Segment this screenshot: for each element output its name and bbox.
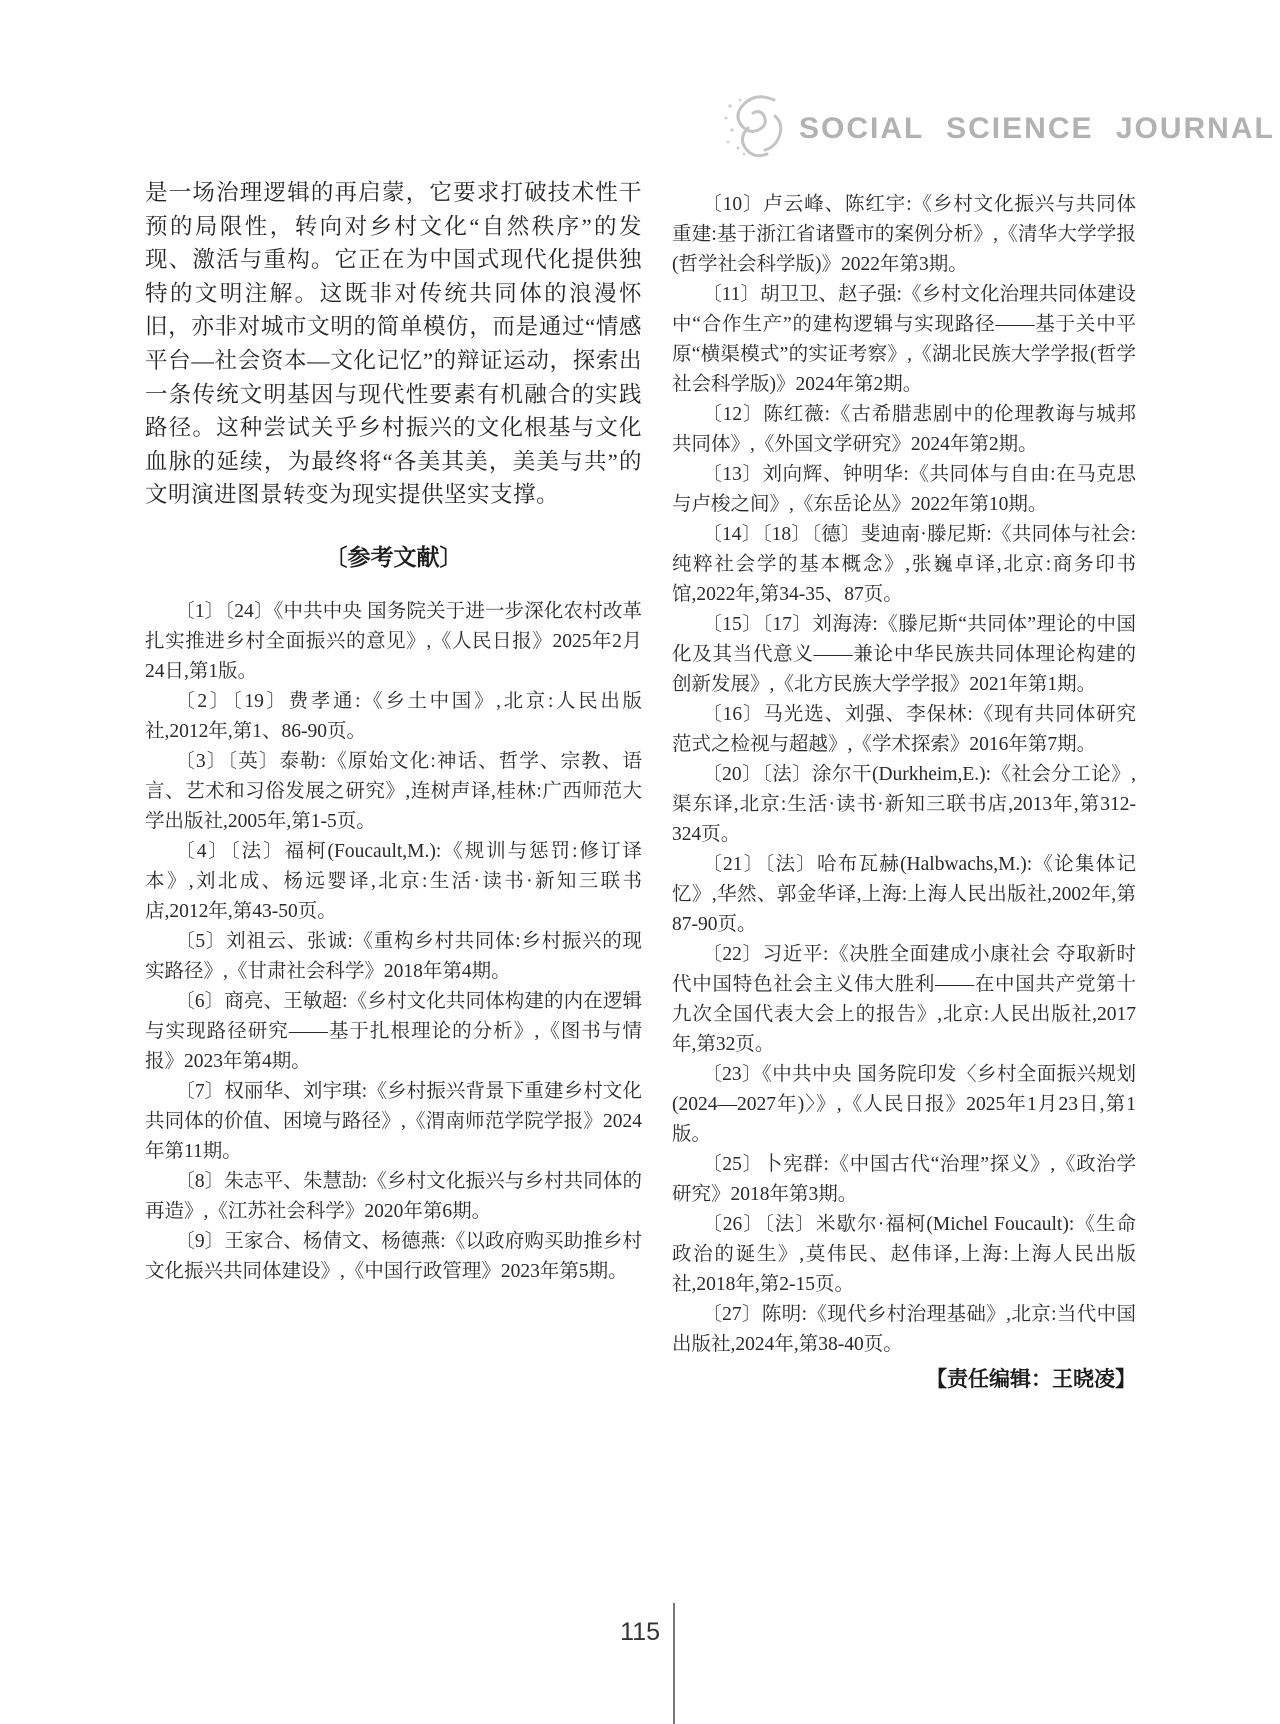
reference-item: 〔9〕王家合、杨倩文、杨德燕:《以政府购买助推乡村文化振兴共同体建设》,《中国行政管理》2023年第5期。 xyxy=(145,1230,642,1282)
reference-item: 〔15〕〔17〕刘海涛:《滕尼斯“共同体”理论的中国化及其当代意义——兼论中华民族共同体理论构建的创新发展》,《北方民族大学学报》2021年第1期。 xyxy=(672,614,1136,695)
page-number: 115 xyxy=(620,1618,660,1646)
reference-item: 〔8〕朱志平、朱慧劼:《乡村文化振兴与乡村共同体的再造》,《江苏社会科学》2020年第6期。 xyxy=(145,1170,642,1222)
reference-item: 〔10〕卢云峰、陈红宇:《乡村文化振兴与共同体重建:基于浙江省诸暨市的案例分析》,《清华大学学报(哲学社会科学版)》2022年第3期。 xyxy=(672,194,1136,275)
reference-item: 〔13〕刘向辉、钟明华:《共同体与自由:在马克思与卢梭之间》,《东岳论丛》2022年第10期。 xyxy=(672,464,1136,515)
references-list-left xyxy=(145,597,642,1287)
reference-item: 〔7〕权丽华、刘宇琪:《乡村振兴背景下重建乡村文化共同体的价值、困境与路径》,《渭南师范学院学报》2024年第11期。 xyxy=(145,1080,642,1162)
reference-item: 〔26〕〔法〕米歇尔·福柯(Michel Foucault):《生命政治的诞生》,莫伟民、赵伟译,上海:上海人民出版社,2018年,第2-15页。 xyxy=(672,1214,1136,1295)
reference-item: 〔14〕〔18〕〔德〕斐迪南·滕尼斯:《共同体与社会:纯粹社会学的基本概念》,张巍卓译,北京:商务印书馆,2022年,第34-35、87页。 xyxy=(672,524,1136,605)
references-heading: 〔参考文献〕 xyxy=(324,544,463,570)
editor-credit: 【责任编辑：王晓凌】 xyxy=(926,1367,1136,1391)
reference-item: 〔21〕〔法〕哈布瓦赫(Halbwachs,M.):《论集体记忆》,华然、郭金华译,上海:上海人民出版社,2002年,第87-90页。 xyxy=(672,854,1136,935)
left-column xyxy=(145,176,642,1287)
reference-item: 〔16〕马光选、刘强、李保林:《现有共同体研究范式之检视与超越》,《学术探索》2016年第7期。 xyxy=(672,704,1136,755)
reference-item: 〔2〕〔19〕费孝通:《乡土中国》,北京:人民出版社,2012年,第1、86-90页。 xyxy=(145,690,642,742)
reference-item: 〔3〕〔英〕泰勒:《原始文化:神话、哲学、宗教、语言、艺术和习俗发展之研究》,连树声译,桂林:广西师范大学出版社,2005年,第1-5页。 xyxy=(145,750,642,832)
references-list-right xyxy=(672,190,1136,1360)
reference-item: 〔6〕商亮、王敏超:《乡村文化共同体构建的内在逻辑与实现路径研究——基于扎根理论的分析》,《图书与情报》2023年第4期。 xyxy=(145,990,642,1072)
reference-item: 〔22〕习近平:《决胜全面建成小康社会 夺取新时代中国特色社会主义伟大胜利——在中国共产党第十九次全国代表大会上的报告》,北京:人民出版社,2017年,第32页。 xyxy=(672,944,1136,1055)
reference-item: 〔20〕〔法〕涂尔干(Durkheim,E.):《社会分工论》,渠东译,北京:生活·读书·新知三联书店,2013年,第312-324页。 xyxy=(672,764,1136,845)
journal-title: SOCIAL SCIENCE JOURNAL xyxy=(799,112,1275,145)
reference-item: 〔23〕《中共中央 国务院印发〈乡村全面振兴规划(2024—2027年)〉》,《人民日报》2025年1月23日,第1版。 xyxy=(672,1064,1136,1145)
page-header xyxy=(0,0,1280,170)
body-paragraph: 是一场治理逻辑的再启蒙，它要求打破技术性干预的局限性，转向对乡村文化“自然秩序”的发现、激活与重构。它正在为中国式现代化提供独特的文明注解。这既非对传统共同体的浪漫怀旧，亦非对城市文明的简单模仿，而是通过“情感平台—社会资本—文化记忆”的辩证运动，探索出一条传统文明基因与现代性要素有机融合的实践路径。这种尝试关乎乡村振兴的文化根基与文化血脉的延续，为最终将“各美其美，美美与共”的文明演进图景转变为现实提供坚实支撑。 xyxy=(145,180,642,508)
journal-logo-icon xyxy=(718,90,794,160)
reference-item: 〔4〕〔法〕福柯(Foucault,M.):《规训与惩罚:修订译本》,刘北成、杨远婴译,北京:生活·读书·新知三联书店,2012年,第43-50页。 xyxy=(145,840,642,922)
right-column xyxy=(672,190,1136,1394)
reference-item: 〔1〕〔24〕《中共中央 国务院关于进一步深化农村改革 扎实推进乡村全面振兴的意见》,《人民日报》2025年2月24日,第1版。 xyxy=(145,600,642,682)
reference-item: 〔11〕胡卫卫、赵子强:《乡村文化治理共同体建设中“合作生产”的建构逻辑与实现路径——基于关中平原“横渠模式”的实证考察》,《湖北民族大学学报(哲学社会科学版)》2024年第2期。 xyxy=(672,284,1136,395)
reference-item: 〔25〕卜宪群:《中国古代“治理”探义》,《政治学研究》2018年第3期。 xyxy=(672,1154,1136,1205)
reference-item: 〔27〕陈明:《现代乡村治理基础》,北京:当代中国出版社,2024年,第38-40页。 xyxy=(672,1304,1136,1355)
reference-item: 〔5〕刘祖云、张诚:《重构乡村共同体:乡村振兴的现实路径》,《甘肃社会科学》2018年第4期。 xyxy=(145,930,642,982)
reference-item: 〔12〕陈红薇:《古希腊悲剧中的伦理教诲与城邦共同体》,《外国文学研究》2024年第2期。 xyxy=(672,404,1136,455)
footer-divider xyxy=(673,1603,675,1724)
